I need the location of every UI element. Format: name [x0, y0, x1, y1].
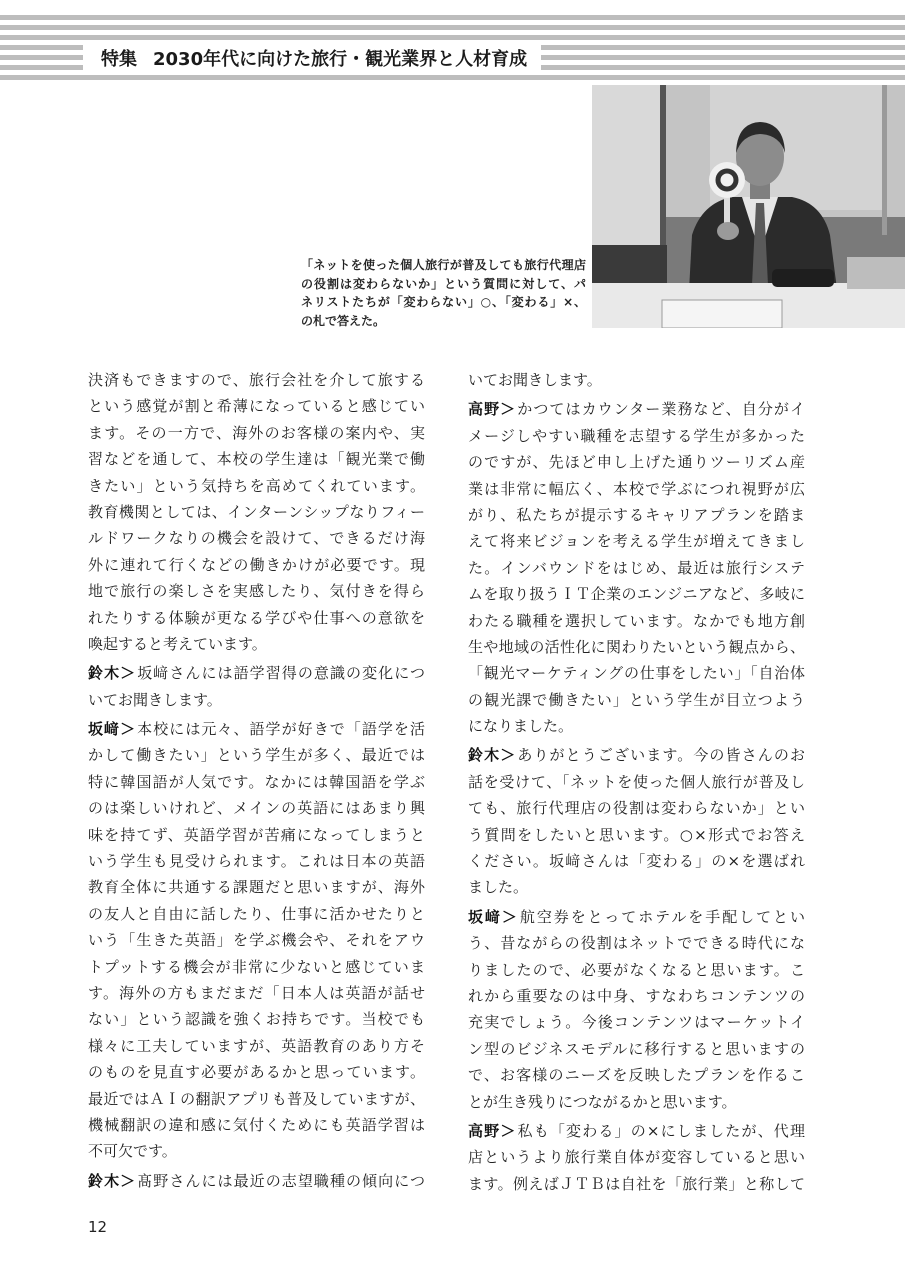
text-line: [88, 927, 425, 953]
line-text: う質問をしたいと思います。○×形式でお答え: [468, 825, 805, 844]
page-number: 12: [88, 1218, 108, 1236]
text-line: [88, 1059, 425, 1085]
line-text: の観光課で働きたい」という学生が目立つよう: [468, 690, 805, 709]
text-line: [468, 608, 805, 634]
line-text: のものを見直す必要があるかと思っています。: [88, 1063, 425, 1082]
line-text: 最近ではＡＩの翻訳アプリも普及していますが、: [88, 1089, 425, 1108]
text-line: [468, 1089, 805, 1115]
text-line: [88, 1033, 425, 1059]
text-line: [468, 1118, 805, 1144]
feature-title: 2030年代に向けた旅行・観光業界と人材育成: [153, 49, 528, 70]
text-line: [468, 983, 805, 1009]
text-line: [88, 367, 425, 393]
line-text: ムを取り扱うＩＴ企業のエンジニアなど、多岐に: [468, 585, 805, 604]
text-line: [88, 1086, 425, 1112]
panelist-hand: [717, 222, 739, 240]
text-line: [468, 713, 805, 739]
line-text: という感覚が割と希薄になっていると感じてい: [88, 397, 425, 416]
line-text: トプットする機会が非常に少ないと感じていま: [88, 957, 425, 976]
line-text: の友人と自由に話したり、仕事に活かせたりと: [88, 904, 425, 923]
text-line: [88, 742, 425, 768]
text-line: [88, 552, 425, 578]
line-text: とが生き残りにつながるかと思います。: [468, 1092, 737, 1111]
header-title-box: [83, 45, 541, 75]
line-text: 業は非常に幅広く、本校で学ぶにつれ視野が広: [468, 479, 805, 498]
speaker-name: 鈴木: [468, 746, 501, 765]
text-line: [468, 1009, 805, 1035]
line-text: 充実でしょう。今後コンテンツはマーケットイ: [468, 1013, 805, 1032]
line-text: いてお聞きします。: [88, 690, 222, 709]
line-text: 喚起すると考えています。: [88, 634, 267, 653]
panel-photo: [592, 85, 905, 328]
line-text: 教育機関としては、インターンシップなりフィー: [88, 502, 425, 521]
text-line: [88, 605, 425, 631]
line-text: 特に韓国語が人気です。なかには韓国語を学ぶ: [88, 772, 425, 791]
text-line: [88, 848, 425, 874]
line-text: いう学生も見受けられます。これは日本の英語: [88, 852, 425, 871]
line-text: 「観光マーケティングの仕事をしたい」「自治体: [468, 664, 805, 683]
speech-paragraph: [88, 716, 425, 1165]
speech-paragraph: [468, 904, 805, 1115]
speaker-marker-icon: ＞: [120, 720, 136, 739]
line-text: 味を持てず、英語学習が苦痛になってしまうと: [88, 825, 425, 844]
text-line: [88, 499, 425, 525]
speaker-marker-icon: ＞: [120, 1171, 136, 1190]
line-text: 坂﨑さんには語学習得の意識の変化につ: [136, 664, 425, 683]
line-text: ます。例えばＪＴＢは自社を「旅行業」と称して: [468, 1174, 805, 1193]
text-line: [468, 1171, 805, 1197]
text-line: [468, 1036, 805, 1062]
text-line: [88, 874, 425, 900]
line-text: 機械翻訳の違和感に気付くためにも英語学習は: [88, 1115, 425, 1134]
line-text: のは楽しいけれど、メインの英語にはあまり興: [88, 799, 425, 818]
text-line: [468, 396, 805, 422]
line-text: メージしやすい職種を志望する学生が多かった: [468, 426, 805, 445]
text-line: [88, 1112, 425, 1138]
maru-sign: [709, 162, 745, 198]
speaker-name: 鈴木: [88, 1171, 121, 1190]
feature-label: 特集: [101, 49, 137, 70]
text-line: [88, 446, 425, 472]
photo-caption: [301, 256, 586, 331]
screen-frame: [660, 85, 666, 245]
text-line: [468, 795, 805, 821]
text-line: [468, 687, 805, 713]
line-text: で、お客様のニーズを反映したプランを作るこ: [468, 1066, 805, 1085]
line-text: 教育全体に共通する課題だと思いますが、海外: [88, 878, 425, 897]
speech-paragraph: [468, 742, 805, 900]
text-line: [88, 1138, 425, 1164]
line-text: 生や地域の活性化に関わりたいという観点から、: [468, 637, 805, 656]
table-object: [772, 269, 834, 287]
line-text: た。インバウンドをはじめ、最近は旅行システ: [468, 558, 805, 577]
text-line: [468, 660, 805, 686]
text-line: [88, 901, 425, 927]
text-line: [88, 769, 425, 795]
text-line: [468, 822, 805, 848]
text-line: [88, 393, 425, 419]
text-paragraph: [88, 367, 425, 657]
line-text: りましたので、必要がなくなると思います。こ: [468, 960, 805, 979]
text-line: [468, 874, 805, 900]
speaker-marker-icon: ＞: [120, 664, 136, 683]
text-column-left: [88, 367, 425, 1194]
line-text: えて将来ビジョンを考える学生が増えてきまし: [468, 532, 805, 551]
text-line: [468, 769, 805, 795]
line-text: かして働きたい」という学生が多く、最近では: [88, 746, 425, 765]
text-line: [468, 528, 805, 554]
text-line: [468, 476, 805, 502]
text-line: [88, 822, 425, 848]
line-text: きたい」という気持ちを高めてくれています。: [88, 476, 425, 495]
line-text: 外に連れて行くなどの働きかけが必要です。現: [88, 555, 425, 574]
line-text: 様々に工夫していますが、英語教育のあり方そ: [88, 1036, 425, 1055]
line-text: わたる職種を選択しています。なかでも地方創: [468, 611, 805, 630]
line-text: れたりする体験が更なる学びや仕事への意欲を: [88, 608, 425, 627]
text-line: [88, 716, 425, 742]
text-line: [88, 420, 425, 446]
line-text: 店というより旅行業自体が変容していると思い: [468, 1148, 805, 1167]
line-text: 不可欠です。: [88, 1142, 177, 1161]
line-text: ない」という認識を強くお持ちです。当校でも: [88, 1010, 425, 1029]
line-text: ても、旅行代理店の役割は変わらないか」とい: [468, 799, 805, 818]
line-text: かつてはカウンター業務など、自分がイ: [516, 400, 805, 419]
line-text: になりました。: [468, 717, 574, 736]
text-line: [468, 848, 805, 874]
line-text: す。海外の方もまだまだ「日本人は英語が話せ: [88, 983, 425, 1002]
line-text: ました。: [468, 878, 529, 897]
line-text: いてお聞きします。: [468, 371, 602, 389]
speech-paragraph: [88, 1168, 425, 1194]
page-title: [83, 45, 541, 75]
line-text: 髙野さんには最近の志望職種の傾向につ: [136, 1171, 425, 1190]
text-paragraph: [468, 367, 805, 393]
projection-screen: [592, 85, 660, 245]
text-line: [88, 980, 425, 1006]
text-line: [88, 1168, 425, 1194]
line-text: いう「生きた英語」を学ぶ機会や、それをアウ: [88, 931, 425, 950]
caption-line: 「ネットを使った個人旅行が普及しても旅行代理店: [301, 258, 586, 272]
desk-item: [847, 257, 905, 289]
caption-line: の役割は変わらないか」という質問に対して、パ: [301, 276, 586, 291]
speech-paragraph: [468, 396, 805, 739]
text-line: [88, 1006, 425, 1032]
text-line: [468, 1062, 805, 1088]
speech-paragraph: [88, 660, 425, 713]
text-line: [468, 957, 805, 983]
text-line: [468, 634, 805, 660]
speaker-name: 坂﨑: [468, 907, 502, 926]
text-line: [88, 954, 425, 980]
text-line: [468, 555, 805, 581]
caption-line: の札で答えた。: [301, 314, 386, 329]
speaker-marker-icon: ＞: [500, 1121, 516, 1140]
text-line: [468, 449, 805, 475]
text-line: [88, 473, 425, 499]
line-text: う、昔ながらの役割はネットでできる時代にな: [468, 934, 805, 953]
line-text: 習などを通して、本校の学生達は「観光業で働: [88, 450, 425, 469]
text-line: [468, 367, 805, 393]
text-line: [468, 904, 805, 930]
speaker-name: 鈴木: [88, 664, 121, 683]
text-line: [88, 631, 425, 657]
text-column-right: [468, 367, 805, 1197]
speaker-marker-icon: ＞: [500, 746, 516, 765]
projector: [662, 300, 782, 328]
line-text: 本校には元々、語学が好きで「語学を活: [136, 720, 425, 739]
text-line: [468, 930, 805, 956]
text-line: [88, 525, 425, 551]
text-line: [468, 502, 805, 528]
line-text: のですが、先ほど申し上げた通りツーリズム産: [468, 453, 805, 472]
speech-paragraph: [468, 1118, 805, 1197]
text-line: [88, 687, 425, 713]
speaker-name: 高野: [468, 400, 501, 419]
text-line: [88, 660, 425, 686]
speaker-marker-icon: ＞: [501, 907, 517, 926]
panelist-photo-image: [592, 85, 905, 328]
text-line: [468, 423, 805, 449]
line-text: ます。その一方で、海外のお客様の案内や、実: [88, 423, 425, 442]
text-line: [468, 742, 805, 768]
wall-pillar: [882, 85, 887, 235]
text-line: [88, 578, 425, 604]
line-text: ン型のビジネスモデルに移行すると思いますの: [468, 1039, 805, 1058]
text-line: [88, 795, 425, 821]
line-text: ルドワークなりの機会を設けて、できるだけ海: [88, 529, 425, 548]
speaker-name: 坂﨑: [88, 720, 121, 739]
line-text: 話を受けて、「ネットを使った個人旅行が普及し: [468, 772, 805, 791]
line-text: 決済もできますので、旅行会社を介して旅する: [88, 371, 425, 389]
caption-line: ネリストたちが「変わらない」○、「変わる」×、: [301, 295, 586, 310]
line-text: れから重要なのは中身、すなわちコンテンツの: [468, 986, 805, 1005]
line-text: ありがとうございます。今の皆さんのお: [516, 746, 805, 765]
speaker-marker-icon: ＞: [500, 400, 516, 419]
line-text: 地で旅行の楽しさを実感したり、気付きを得ら: [88, 582, 425, 601]
line-text: 航空券をとってホテルを手配してとい: [517, 907, 805, 926]
line-text: 私も「変わる」の×にしましたが、代理: [516, 1121, 805, 1140]
text-line: [468, 581, 805, 607]
text-line: [468, 1144, 805, 1170]
speaker-name: 高野: [468, 1121, 501, 1140]
line-text: ください。坂﨑さんは「変わる」の×を選ばれ: [468, 852, 805, 871]
line-text: がり、私たちが提示するキャリアプランを踏ま: [468, 505, 805, 524]
